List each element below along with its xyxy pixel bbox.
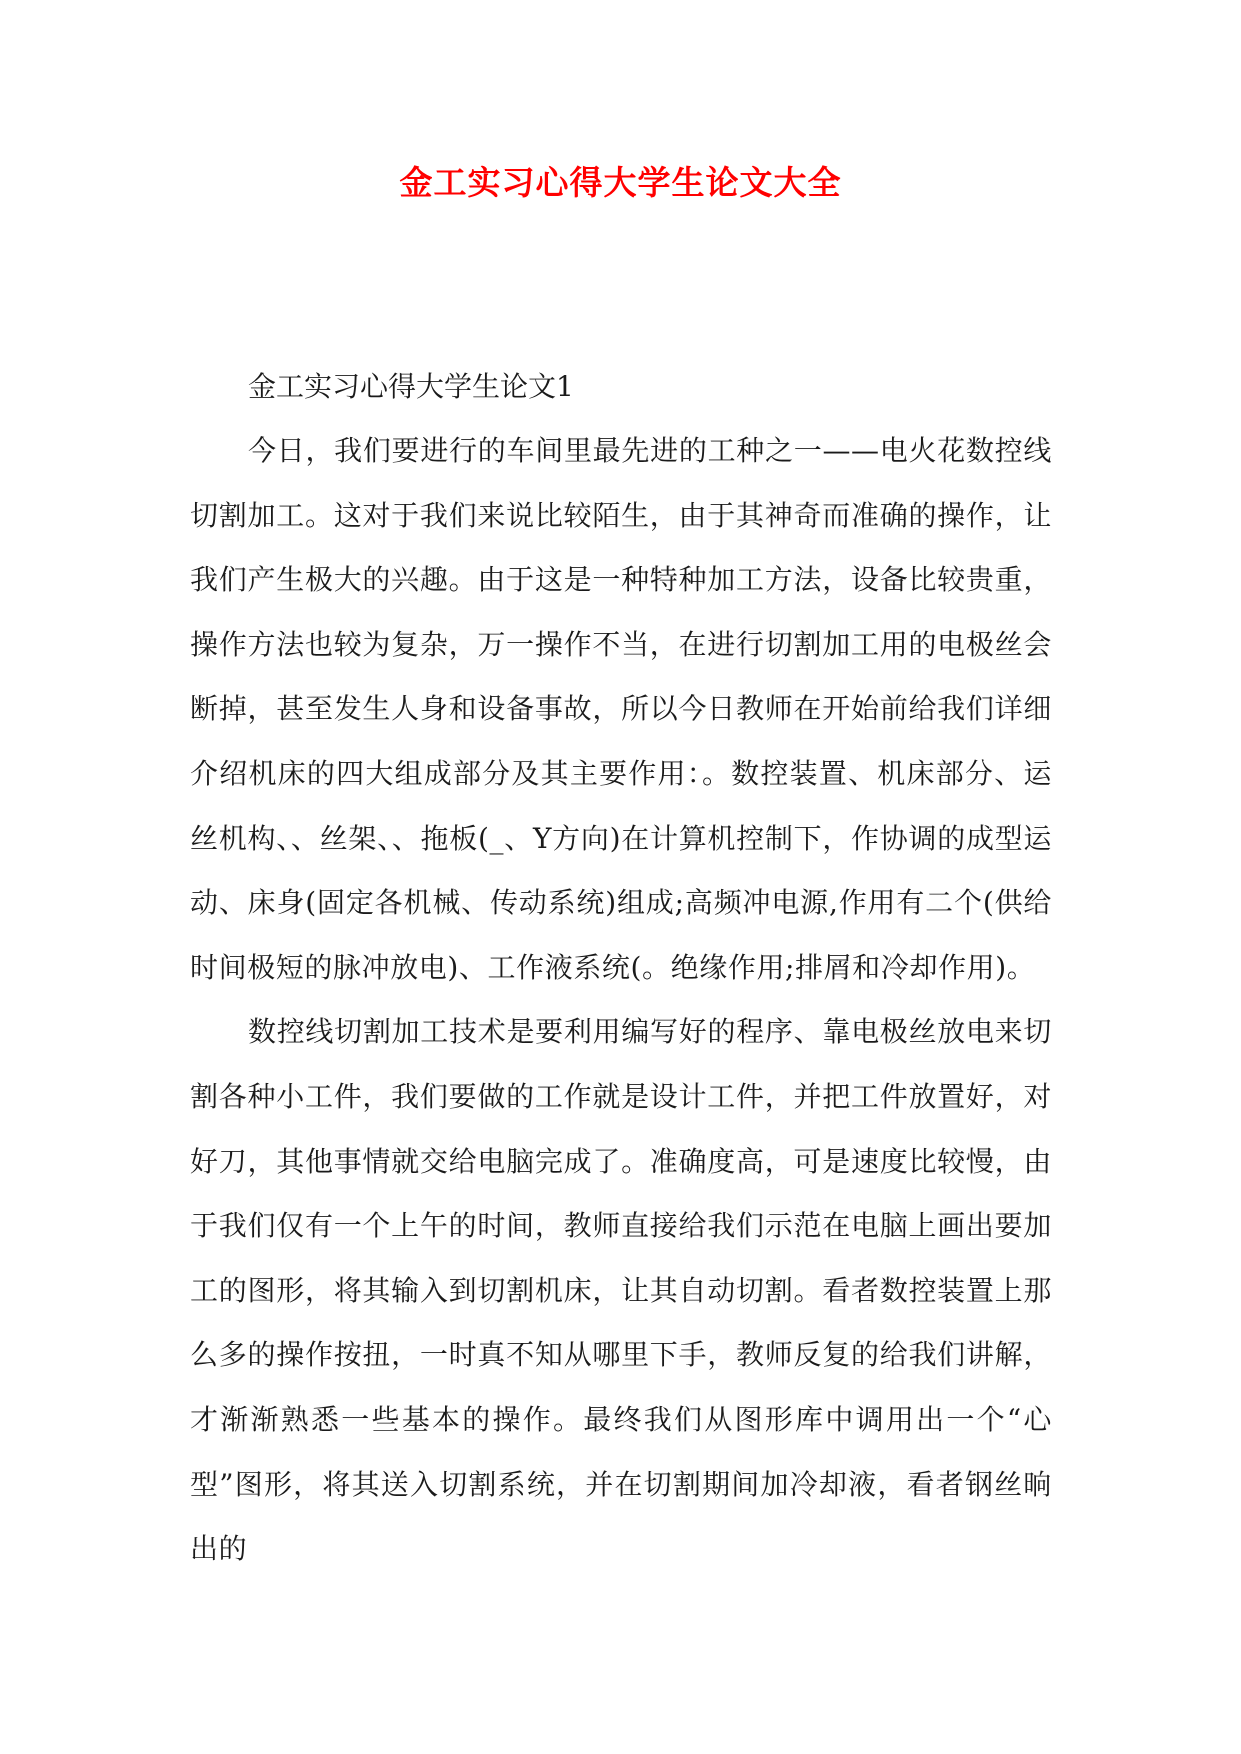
document-body (190, 355, 1052, 1582)
paragraph-1: 今日，我们要进行的车间里最先进的工种之一——电火花数控线切割加工。这对于我们来说比较陌生，由于其神奇而准确的操作，让我们产生极大的兴趣。由于这是一种特种加工方法，设备比较贵重，操作方法也较为复杂，万一操作不当，在进行切割加工用的电极丝会断掉，甚至发生人身和设备事故，所以今日教师在开始前给我们详细介绍机床的四大组成部分及其主要作用：。数控装置、机床部分、运丝机构、、丝架、、拖板(_、Y方向)在计算机控制下，作协调的成型运动、床身(固定各机械、传动系统)组成;高频冲电源,作用有二个(供给时间极短的脉冲放电)、工作液系统(。绝缘作用;排屑和冷却作用)。 (190, 434, 1052, 984)
section-heading: 金工实习心得大学生论文1 (248, 370, 574, 403)
document-title: 金工实习心得大学生论文大全 (399, 163, 842, 202)
paragraph-2: 数控线切割加工技术是要利用编写好的程序、靠电极丝放电来切割各种小工件，我们要做的工作就是设计工件，并把工件放置好，对好刀，其他事情就交给电脑完成了。准确度高，可是速度比较慢，由于我们仅有一个上午的时间，教师直接给我们示范在电脑上画出要加工的图形，将其输入到切割机床，让其自动切割。看者数控装置上那么多的操作按扭，一时真不知从哪里下手，教师反复的给我们讲解，才渐渐熟悉一些基本的操作。最终我们从图形库中调用出一个“心型”图形，将其送入切割系统，并在切割期间加冷却液，看者钢丝晌出的 (190, 1015, 1052, 1566)
